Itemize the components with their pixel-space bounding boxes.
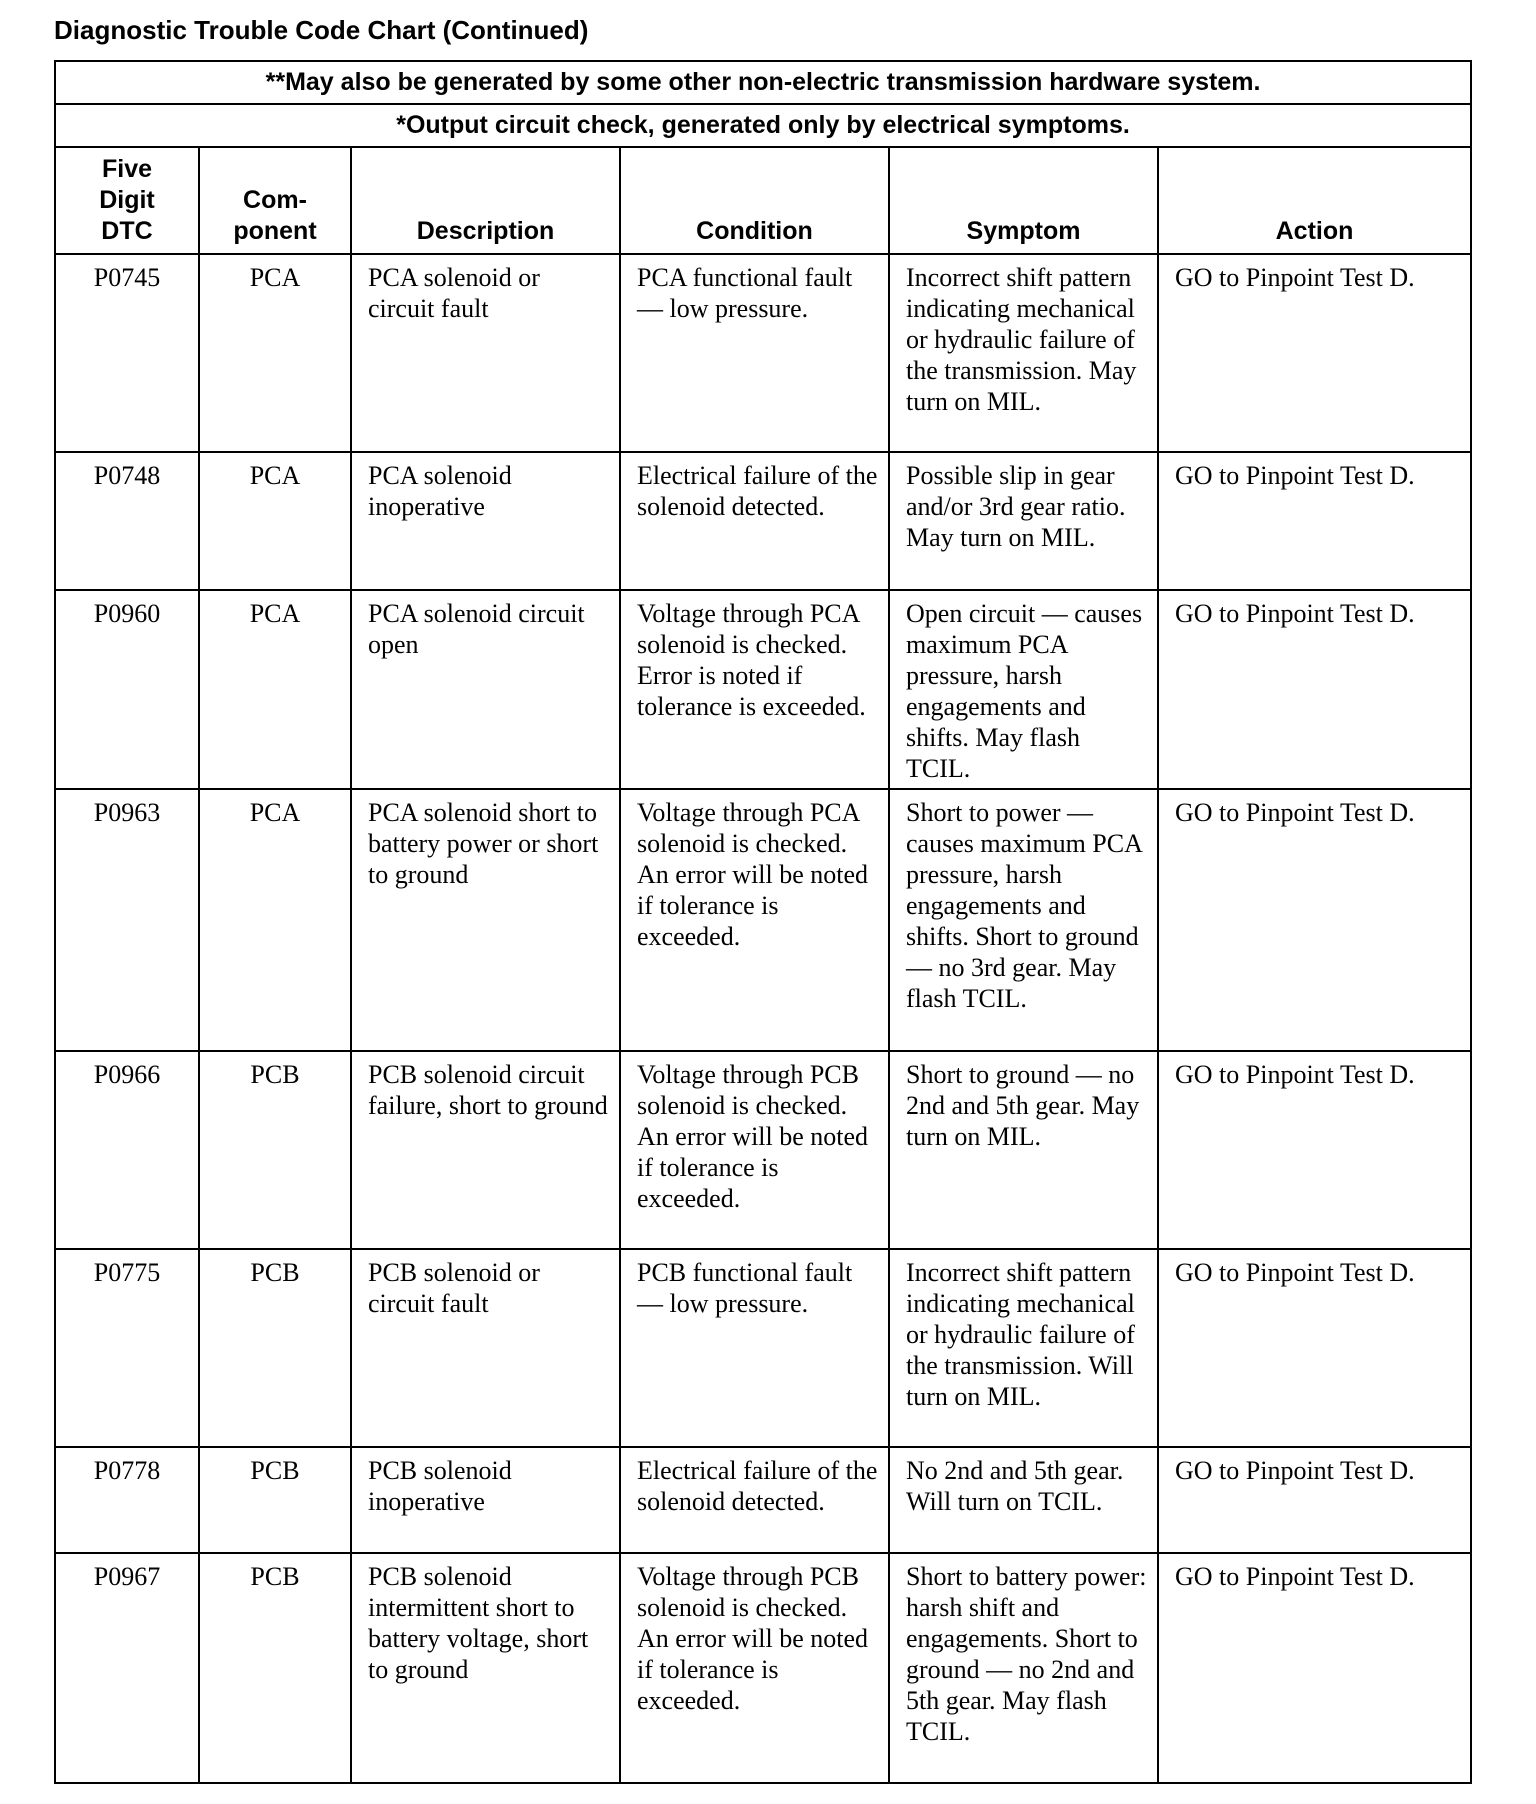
symptom-cell: Short to power — causes maximum PCA pressure, harsh engagements and shifts. Short to ground — no 3rd gear. May flash TCIL. xyxy=(889,789,1158,1051)
dtc-code-cell: P0775 xyxy=(55,1249,199,1447)
column-header-condition: Condition xyxy=(620,147,889,254)
action-cell: GO to Pinpoint Test D. xyxy=(1158,789,1471,1051)
table-row xyxy=(55,590,1471,789)
column-header-symptom: Symptom xyxy=(889,147,1158,254)
component-cell: PCB xyxy=(199,1249,351,1447)
note-row-2 xyxy=(55,104,1471,147)
condition-cell: Voltage through PCB solenoid is checked. An error will be noted if tolerance is exceeded. xyxy=(620,1051,889,1249)
condition-cell: Voltage through PCB solenoid is checked. An error will be noted if tolerance is exceeded. xyxy=(620,1553,889,1783)
description-cell: PCA solenoid circuit open xyxy=(351,590,620,789)
column-header-row xyxy=(55,147,1471,254)
action-cell: GO to Pinpoint Test D. xyxy=(1158,590,1471,789)
symptom-cell: Incorrect shift pattern indicating mechanical or hydraulic failure of the transmission. Will turn on MIL. xyxy=(889,1249,1158,1447)
component-cell: PCA xyxy=(199,789,351,1051)
column-header-action: Action xyxy=(1158,147,1471,254)
description-cell: PCB solenoid or circuit fault xyxy=(351,1249,620,1447)
column-header-component-line-1: Com- xyxy=(243,186,307,214)
column-header-dtc-line-1: Five xyxy=(101,155,153,183)
table-row xyxy=(55,452,1471,590)
description-cell: PCB solenoid circuit failure, short to ground xyxy=(351,1051,620,1249)
component-cell: PCA xyxy=(199,254,351,452)
condition-cell: Voltage through PCA solenoid is checked. Error is noted if tolerance is exceeded. xyxy=(620,590,889,789)
component-cell: PCB xyxy=(199,1051,351,1249)
component-cell: PCA xyxy=(199,590,351,789)
note-electric-hardware: **May also be generated by some other non-electric transmission hardware system. xyxy=(55,61,1471,104)
column-header-dtc-line-3: DTC xyxy=(101,217,153,245)
dtc-code-cell: P0748 xyxy=(55,452,199,590)
symptom-cell: No 2nd and 5th gear. Will turn on TCIL. xyxy=(889,1447,1158,1553)
condition-cell: Electrical failure of the solenoid detected. xyxy=(620,452,889,590)
table-row xyxy=(55,789,1471,1051)
description-cell: PCA solenoid or circuit fault xyxy=(351,254,620,452)
dtc-code-cell: P0778 xyxy=(55,1447,199,1553)
column-header-component-line-2: ponent xyxy=(233,217,317,245)
dtc-code-cell: P0966 xyxy=(55,1051,199,1249)
description-cell: PCB solenoid intermittent short to battery voltage, short to ground xyxy=(351,1553,620,1783)
action-cell: GO to Pinpoint Test D. xyxy=(1158,1051,1471,1249)
symptom-cell: Open circuit — causes maximum PCA pressure, harsh engagements and shifts. May flash TCIL. xyxy=(889,590,1158,789)
component-cell: PCB xyxy=(199,1447,351,1553)
table-row xyxy=(55,1553,1471,1783)
component-cell: PCA xyxy=(199,452,351,590)
condition-cell: PCB functional fault — low pressure. xyxy=(620,1249,889,1447)
condition-cell: Electrical failure of the solenoid detected. xyxy=(620,1447,889,1553)
action-cell: GO to Pinpoint Test D. xyxy=(1158,452,1471,590)
component-cell: PCB xyxy=(199,1553,351,1783)
symptom-cell: Incorrect shift pattern indicating mechanical or hydraulic failure of the transmission. May turn on MIL. xyxy=(889,254,1158,452)
action-cell: GO to Pinpoint Test D. xyxy=(1158,1553,1471,1783)
description-cell: PCA solenoid inoperative xyxy=(351,452,620,590)
table-row xyxy=(55,1447,1471,1553)
column-header-component xyxy=(199,147,351,254)
action-cell: GO to Pinpoint Test D. xyxy=(1158,1447,1471,1553)
dtc-code-cell: P0967 xyxy=(55,1553,199,1783)
page-title: Diagnostic Trouble Code Chart (Continued) xyxy=(54,15,589,45)
table-row xyxy=(55,1249,1471,1447)
note-output-circuit: *Output circuit check, generated only by electrical symptoms. xyxy=(55,104,1471,147)
action-cell: GO to Pinpoint Test D. xyxy=(1158,1249,1471,1447)
note-row-1 xyxy=(55,61,1471,104)
column-header-dtc-line-2: Digit xyxy=(99,186,155,214)
dtc-code-cell: P0963 xyxy=(55,789,199,1051)
condition-cell: PCA functional fault — low pressure. xyxy=(620,254,889,452)
dtc-chart-table xyxy=(54,60,1472,1784)
symptom-cell: Possible slip in gear and/or 3rd gear ratio. May turn on MIL. xyxy=(889,452,1158,590)
column-header-description: Description xyxy=(351,147,620,254)
symptom-cell: Short to ground — no 2nd and 5th gear. May turn on MIL. xyxy=(889,1051,1158,1249)
symptom-cell: Short to battery power: harsh shift and engagements. Short to ground — no 2nd and 5th gear. May flash TCIL. xyxy=(889,1553,1158,1783)
description-cell: PCB solenoid inoperative xyxy=(351,1447,620,1553)
table-row xyxy=(55,254,1471,452)
column-header-dtc xyxy=(55,147,199,254)
table-row xyxy=(55,1051,1471,1249)
dtc-code-cell: P0960 xyxy=(55,590,199,789)
condition-cell: Voltage through PCA solenoid is checked. An error will be noted if tolerance is exceeded. xyxy=(620,789,889,1051)
action-cell: GO to Pinpoint Test D. xyxy=(1158,254,1471,452)
description-cell: PCA solenoid short to battery power or short to ground xyxy=(351,789,620,1051)
dtc-code-cell: P0745 xyxy=(55,254,199,452)
